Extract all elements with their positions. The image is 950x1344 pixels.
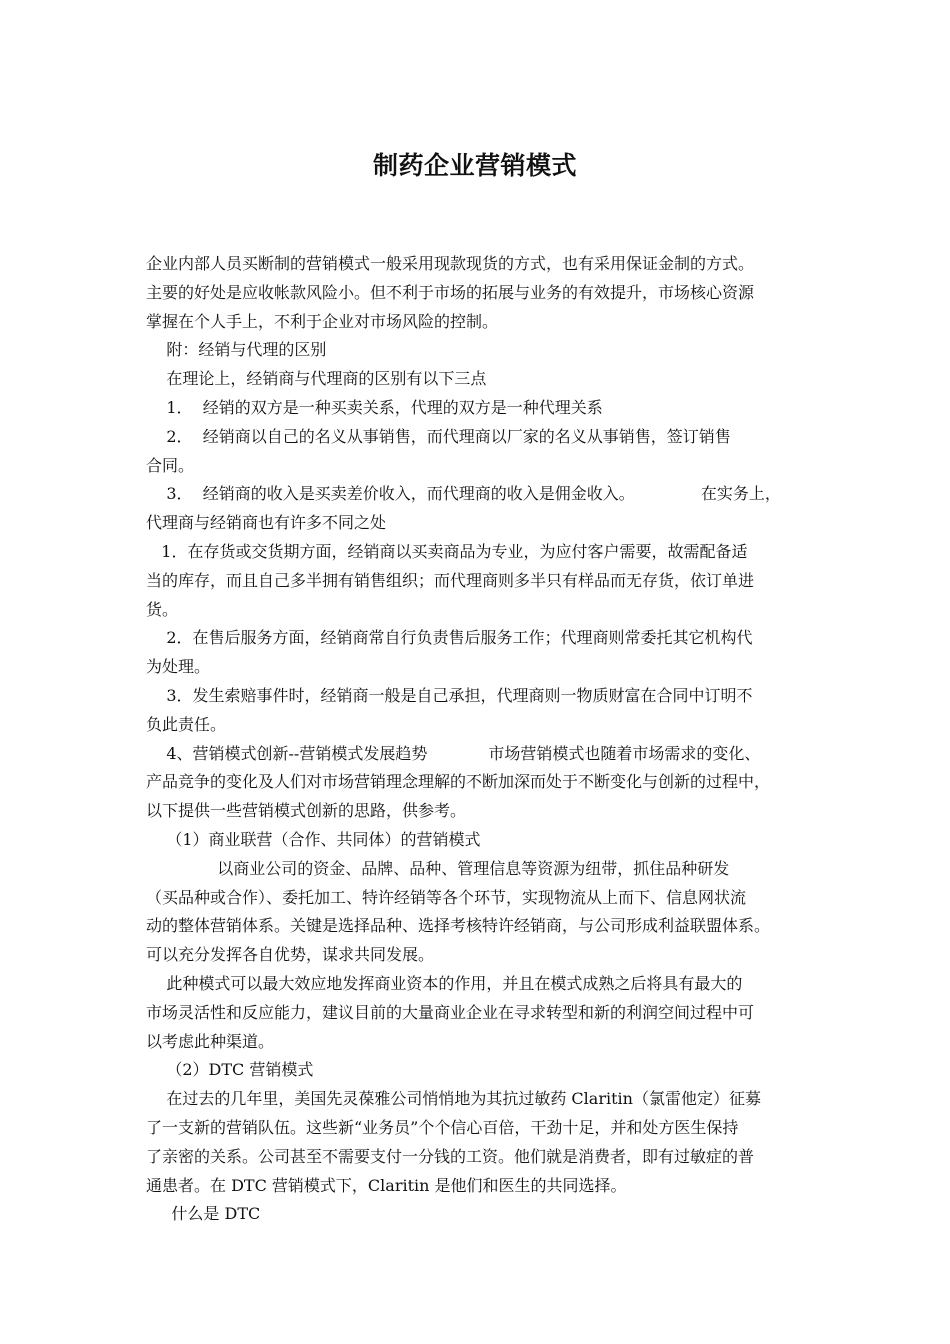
text-line: 动的整体营销体系。关键是选择品种、选择考核特许经销商，与公司形成利益联盟体系。	[146, 916, 771, 936]
text-line: （1）商业联营（合作、共同体）的营销模式	[146, 830, 481, 849]
text-line: 3．发生索赔事件时，经销商一般是自己承担，代理商则一物质财富在合同中订明不	[146, 686, 753, 705]
text-line: 负此责任。	[146, 714, 227, 734]
text-line: 可以充分发挥各自优势，谋求共同发展。	[146, 945, 435, 965]
text-line: 3． 经销商的收入是买卖差价收入，而代理商的收入是佣金收入。 在实务上，	[146, 484, 781, 504]
text-line: 主要的好处是应收帐款风险小。但不利于市场的拓展与业务的有效提升，市场核心资源	[146, 282, 755, 302]
document-title: 制药企业营销模式	[372, 151, 577, 180]
text-line: 产品竞争的变化及人们对市场营销理念理解的不断加深而处于不断变化与创新的过程中，	[146, 772, 771, 792]
text-line: 为处理。	[146, 657, 211, 677]
text-line: 合同。	[146, 455, 195, 475]
text-line: 2． 经销商以自己的名义从事销售，而代理商以厂家的名义从事销售，签订销售	[146, 426, 731, 446]
text-line: 4、营销模式创新--营销模式发展趋势 市场营销模式也随着市场需求的变化、	[146, 743, 761, 763]
text-line: （2）DTC 营销模式	[146, 1060, 314, 1080]
text-line: 1． 经销的双方是一种买卖关系，代理的双方是一种代理关系	[146, 398, 603, 417]
text-line: 通患者。在 DTC 营销模式下，Claritin 是他们和医生的共同选择。	[146, 1175, 627, 1195]
text-line: 以下提供一些营销模式创新的思路，供参考。	[146, 801, 467, 821]
text-line: 以考虑此种渠道。	[146, 1031, 275, 1051]
text-line: 以商业公司的资金、品牌、品种、管理信息等资源为纽带，抓住品种研发	[146, 858, 730, 878]
text-line: 1．在存货或交货期方面，经销商以买卖商品为专业，为应付客户需要，故需配备适	[146, 542, 748, 561]
text-line: 附：经销与代理的区别	[146, 340, 327, 360]
text-line: （买品种或合作）、委托加工、特许经销等各个环节，实现物流从上而下、信息网状流	[146, 887, 747, 907]
text-line: 在理论上，经销商与代理商的区别有以下三点	[146, 369, 487, 389]
text-line: 当的库存，而且自己多半拥有销售组织；而代理商则多半只有样品而无存货，依订单进	[146, 570, 755, 590]
text-line: 此种模式可以最大效应地发挥商业资本的作用，并且在模式成熟之后将具有最大的	[146, 974, 743, 993]
text-line: 了亲密的关系。公司甚至不需要支付一分钱的工资。他们就是消费者，即有过敏症的普	[146, 1146, 755, 1166]
text-line: 企业内部人员买断制的营销模式一般采用现款现货的方式，也有采用保证金制的方式。	[146, 254, 755, 273]
text-line: 什么是 DTC	[146, 1204, 261, 1224]
text-line: 2．在售后服务方面，经销商常自行负责售后服务工作；代理商则常委托其它机构代	[146, 628, 753, 648]
text-line: 在过去的几年里，美国先灵葆雅公司悄悄地为其抗过敏药 Claritin（氯雷他定）征募	[146, 1089, 761, 1109]
text-line: 市场灵活性和反应能力，建议目前的大量商业企业在寻求转型和新的利润空间过程中可	[146, 1002, 755, 1022]
text-line: 货。	[146, 599, 179, 619]
text-line: 代理商与经销商也有许多不同之处	[146, 513, 387, 533]
text-line: 掌握在个人手上，不利于企业对市场风险的控制。	[146, 311, 499, 331]
text-line: 了一支新的营销队伍。这些新“业务员”个个信心百倍，干劲十足，并和处方医生保持	[146, 1118, 739, 1137]
